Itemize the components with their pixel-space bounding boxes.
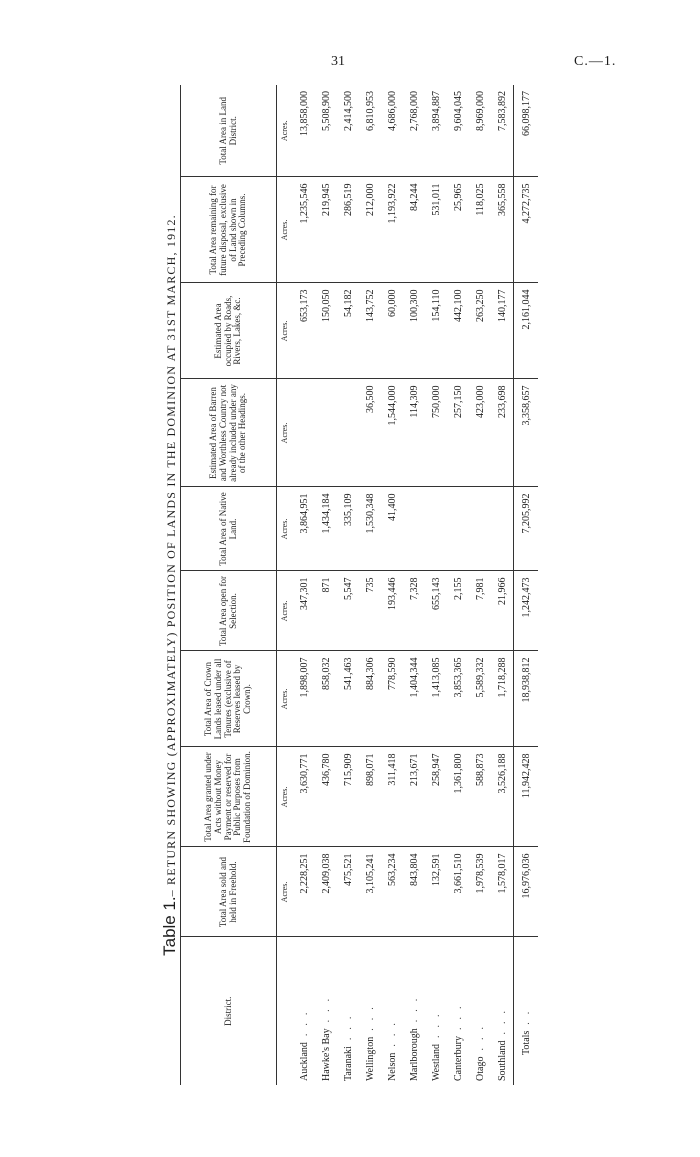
column-header: Total Area granted under Acts without Money Payment or reserved for Public Purposes from Foundation of Dominion.	[181, 747, 277, 847]
table-cell: 715,909	[337, 747, 359, 847]
table-cell: 735	[359, 571, 381, 651]
table-row	[425, 85, 447, 1085]
totals-label-cell	[514, 937, 539, 1085]
table-cell: 4,686,000	[381, 85, 403, 177]
table-cell: 143,752	[359, 283, 381, 379]
table-row	[469, 85, 491, 1085]
column-header: Total Area remaining for future disposal, exclusive of Land shown in Preceding Columns.	[181, 177, 277, 283]
table-cell: 588,873	[469, 747, 491, 847]
total-value: 2,161,044	[514, 283, 539, 379]
table-cell: 778,590	[381, 651, 403, 747]
district-label: Marlborough	[408, 1028, 420, 1081]
land-position-table	[180, 85, 538, 1085]
leader-dots: ...	[430, 1006, 442, 1039]
table-title	[160, 85, 180, 1085]
table-cell	[491, 487, 514, 571]
table-cell: 1,544,000	[381, 379, 403, 487]
table-cell	[315, 379, 337, 487]
table-row	[381, 85, 403, 1085]
unit-cell	[277, 937, 294, 1085]
total-value: 18,938,812	[514, 651, 539, 747]
column-header: Total Area of Native Land.	[181, 487, 277, 571]
leader-dots: ..	[520, 1003, 532, 1025]
table-cell: 898,071	[359, 747, 381, 847]
table-cell: 750,000	[425, 379, 447, 487]
column-header: District.	[181, 937, 277, 1085]
district-label: Nelson	[386, 1052, 398, 1081]
table-cell: 114,309	[403, 379, 425, 487]
district-name	[425, 937, 447, 1085]
total-value: 4,272,735	[514, 177, 539, 283]
table-cell: 3,526,188	[491, 747, 514, 847]
table-row	[403, 85, 425, 1085]
district-name	[403, 937, 425, 1085]
table-row	[293, 85, 315, 1085]
district-name	[491, 937, 514, 1085]
table-row	[337, 85, 359, 1085]
unit-cell: Acres.	[277, 651, 294, 747]
leader-dots: ...	[364, 999, 376, 1031]
table-cell: 5,547	[337, 571, 359, 651]
table-cell: 3,853,365	[447, 651, 469, 747]
district-name	[337, 937, 359, 1085]
district-name	[293, 937, 315, 1085]
table-cell: 653,173	[293, 283, 315, 379]
table-cell: 7,981	[469, 571, 491, 651]
table-cell: 54,182	[337, 283, 359, 379]
table-cell: 2,409,038	[315, 847, 337, 937]
table-cell: 7,583,892	[491, 85, 514, 177]
table-cell: 2,228,251	[293, 847, 315, 937]
table-cell	[425, 487, 447, 571]
district-name	[359, 937, 381, 1085]
district-label: Wellington	[364, 1036, 376, 1081]
table-cell: 423,000	[469, 379, 491, 487]
page-number: 31	[331, 54, 345, 69]
leader-dots: ...	[474, 1019, 486, 1051]
table-cell: 25,965	[447, 177, 469, 283]
table-cell: 3,630,771	[293, 747, 315, 847]
district-label: Hawke's Bay	[320, 1028, 332, 1081]
table-cell: 219,945	[315, 177, 337, 283]
units-row	[277, 85, 294, 1085]
table-row	[315, 85, 337, 1085]
table-cell: 1,978,539	[469, 847, 491, 937]
document-reference: C.—1.	[574, 54, 617, 69]
district-label: Canterbury	[452, 1036, 464, 1081]
table-cell: 6,810,953	[359, 85, 381, 177]
rotated-table-container	[160, 85, 580, 1085]
table-cell: 2,414,500	[337, 85, 359, 177]
table-cell: 1,413,085	[425, 651, 447, 747]
table-cell: 531,011	[425, 177, 447, 283]
district-name	[469, 937, 491, 1085]
unit-cell: Acres.	[277, 847, 294, 937]
district-label: Southland	[496, 1040, 508, 1081]
table-header-row	[181, 85, 277, 1085]
table-cell	[447, 487, 469, 571]
leader-dots: ...	[408, 990, 420, 1023]
column-header: Total Area of Crown Lands leased under all Tenures (exclusive of Reserves leased by Crown).	[181, 651, 277, 747]
table-cell: 60,000	[381, 283, 403, 379]
table-cell: 140,177	[491, 283, 514, 379]
table-cell: 871	[315, 571, 337, 651]
table-cell: 154,110	[425, 283, 447, 379]
table-cell: 7,328	[403, 571, 425, 651]
table-cell: 3,661,510	[447, 847, 469, 937]
table-cell: 2,768,000	[403, 85, 425, 177]
table-cell: 2,155	[447, 571, 469, 651]
district-name	[447, 937, 469, 1085]
table-cell: 365,558	[491, 177, 514, 283]
table-cell	[337, 379, 359, 487]
unit-cell: Acres.	[277, 747, 294, 847]
table-row	[491, 85, 514, 1085]
table-cell: 150,050	[315, 283, 337, 379]
table-cell: 3,105,241	[359, 847, 381, 937]
district-name	[315, 937, 337, 1085]
table-cell: 1,235,546	[293, 177, 315, 283]
column-header: Total Area sold and held in Freehold.	[181, 847, 277, 937]
table-cell: 263,250	[469, 283, 491, 379]
table-cell: 118,025	[469, 177, 491, 283]
table-row	[359, 85, 381, 1085]
table-cell: 858,032	[315, 651, 337, 747]
table-cell: 541,463	[337, 651, 359, 747]
table-cell: 258,947	[425, 747, 447, 847]
totals-label: Totals	[520, 1030, 532, 1055]
table-cell: 1,898,007	[293, 651, 315, 747]
table-cell: 213,671	[403, 747, 425, 847]
table-cell: 3,864,951	[293, 487, 315, 571]
table-cell: 100,300	[403, 283, 425, 379]
unit-cell: Acres.	[277, 177, 294, 283]
table-cell: 1,193,922	[381, 177, 403, 283]
table-cell: 132,591	[425, 847, 447, 937]
table-row	[447, 85, 469, 1085]
unit-cell: Acres.	[277, 85, 294, 177]
totals-row	[514, 85, 539, 1085]
table-cell	[469, 487, 491, 571]
table-cell: 1,434,184	[315, 487, 337, 571]
column-header: Estimated Area occupied by Roads, Rivers, Lakes, &c.	[181, 283, 277, 379]
table-cell: 843,804	[403, 847, 425, 937]
table-cell: 436,780	[315, 747, 337, 847]
district-name	[381, 937, 403, 1085]
column-header: Total Area in Land District.	[181, 85, 277, 177]
unit-cell: Acres.	[277, 571, 294, 651]
table-cell: 286,519	[337, 177, 359, 283]
table-cell: 41,400	[381, 487, 403, 571]
table-title-caption: – RETURN SHOWING (APPROXIMATELY) POSITION OF LANDS IN THE DOMINION AT 31ST MARCH, 1912.	[164, 214, 178, 897]
total-value: 11,942,428	[514, 747, 539, 847]
table-cell: 335,109	[337, 487, 359, 571]
table-cell: 8,969,000	[469, 85, 491, 177]
district-label: Westland	[430, 1044, 442, 1081]
table-cell: 233,698	[491, 379, 514, 487]
leader-dots: ...	[298, 1004, 310, 1037]
total-value: 1,242,473	[514, 571, 539, 651]
table-cell: 21,966	[491, 571, 514, 651]
leader-dots: ...	[342, 1008, 354, 1041]
table-cell: 475,521	[337, 847, 359, 937]
table-cell	[403, 487, 425, 571]
total-value: 16,976,036	[514, 847, 539, 937]
unit-cell: Acres.	[277, 283, 294, 379]
district-label: Otago	[474, 1056, 486, 1081]
table-cell: 1,578,017	[491, 847, 514, 937]
table-cell: 1,404,344	[403, 651, 425, 747]
leader-dots: ...	[320, 990, 332, 1023]
table-cell: 1,530,348	[359, 487, 381, 571]
table-cell	[293, 379, 315, 487]
table-cell: 563,234	[381, 847, 403, 937]
table-cell: 9,604,045	[447, 85, 469, 177]
unit-cell: Acres.	[277, 487, 294, 571]
table-cell: 1,718,288	[491, 651, 514, 747]
table-cell: 1,361,800	[447, 747, 469, 847]
table-cell: 5,589,332	[469, 651, 491, 747]
total-value: 66,098,177	[514, 85, 539, 177]
unit-cell: Acres.	[277, 379, 294, 487]
table-cell: 311,418	[381, 747, 403, 847]
table-cell: 884,306	[359, 651, 381, 747]
table-cell: 347,301	[293, 571, 315, 651]
district-label: Auckland	[298, 1042, 310, 1081]
table-cell: 3,894,887	[425, 85, 447, 177]
table-cell: 193,446	[381, 571, 403, 651]
column-header: Total Area open for Selection.	[181, 571, 277, 651]
leader-dots: ...	[386, 1015, 398, 1047]
district-label: Taranaki	[342, 1046, 354, 1081]
table-cell: 5,508,900	[315, 85, 337, 177]
table-title-prefix: Table 1.	[160, 896, 179, 956]
leader-dots: ...	[452, 998, 464, 1030]
total-value: 3,358,657	[514, 379, 539, 487]
leader-dots: ...	[496, 1002, 508, 1035]
total-value: 7,205,992	[514, 487, 539, 571]
table-cell: 257,150	[447, 379, 469, 487]
table-cell: 13,858,000	[293, 85, 315, 177]
column-header: Estimated Area of Barren and Worthless Country not already included under any of the other Headings.	[181, 379, 277, 487]
table-cell: 212,000	[359, 177, 381, 283]
table-cell: 36,500	[359, 379, 381, 487]
table-cell: 84,244	[403, 177, 425, 283]
table-cell: 655,143	[425, 571, 447, 651]
table-cell: 442,100	[447, 283, 469, 379]
